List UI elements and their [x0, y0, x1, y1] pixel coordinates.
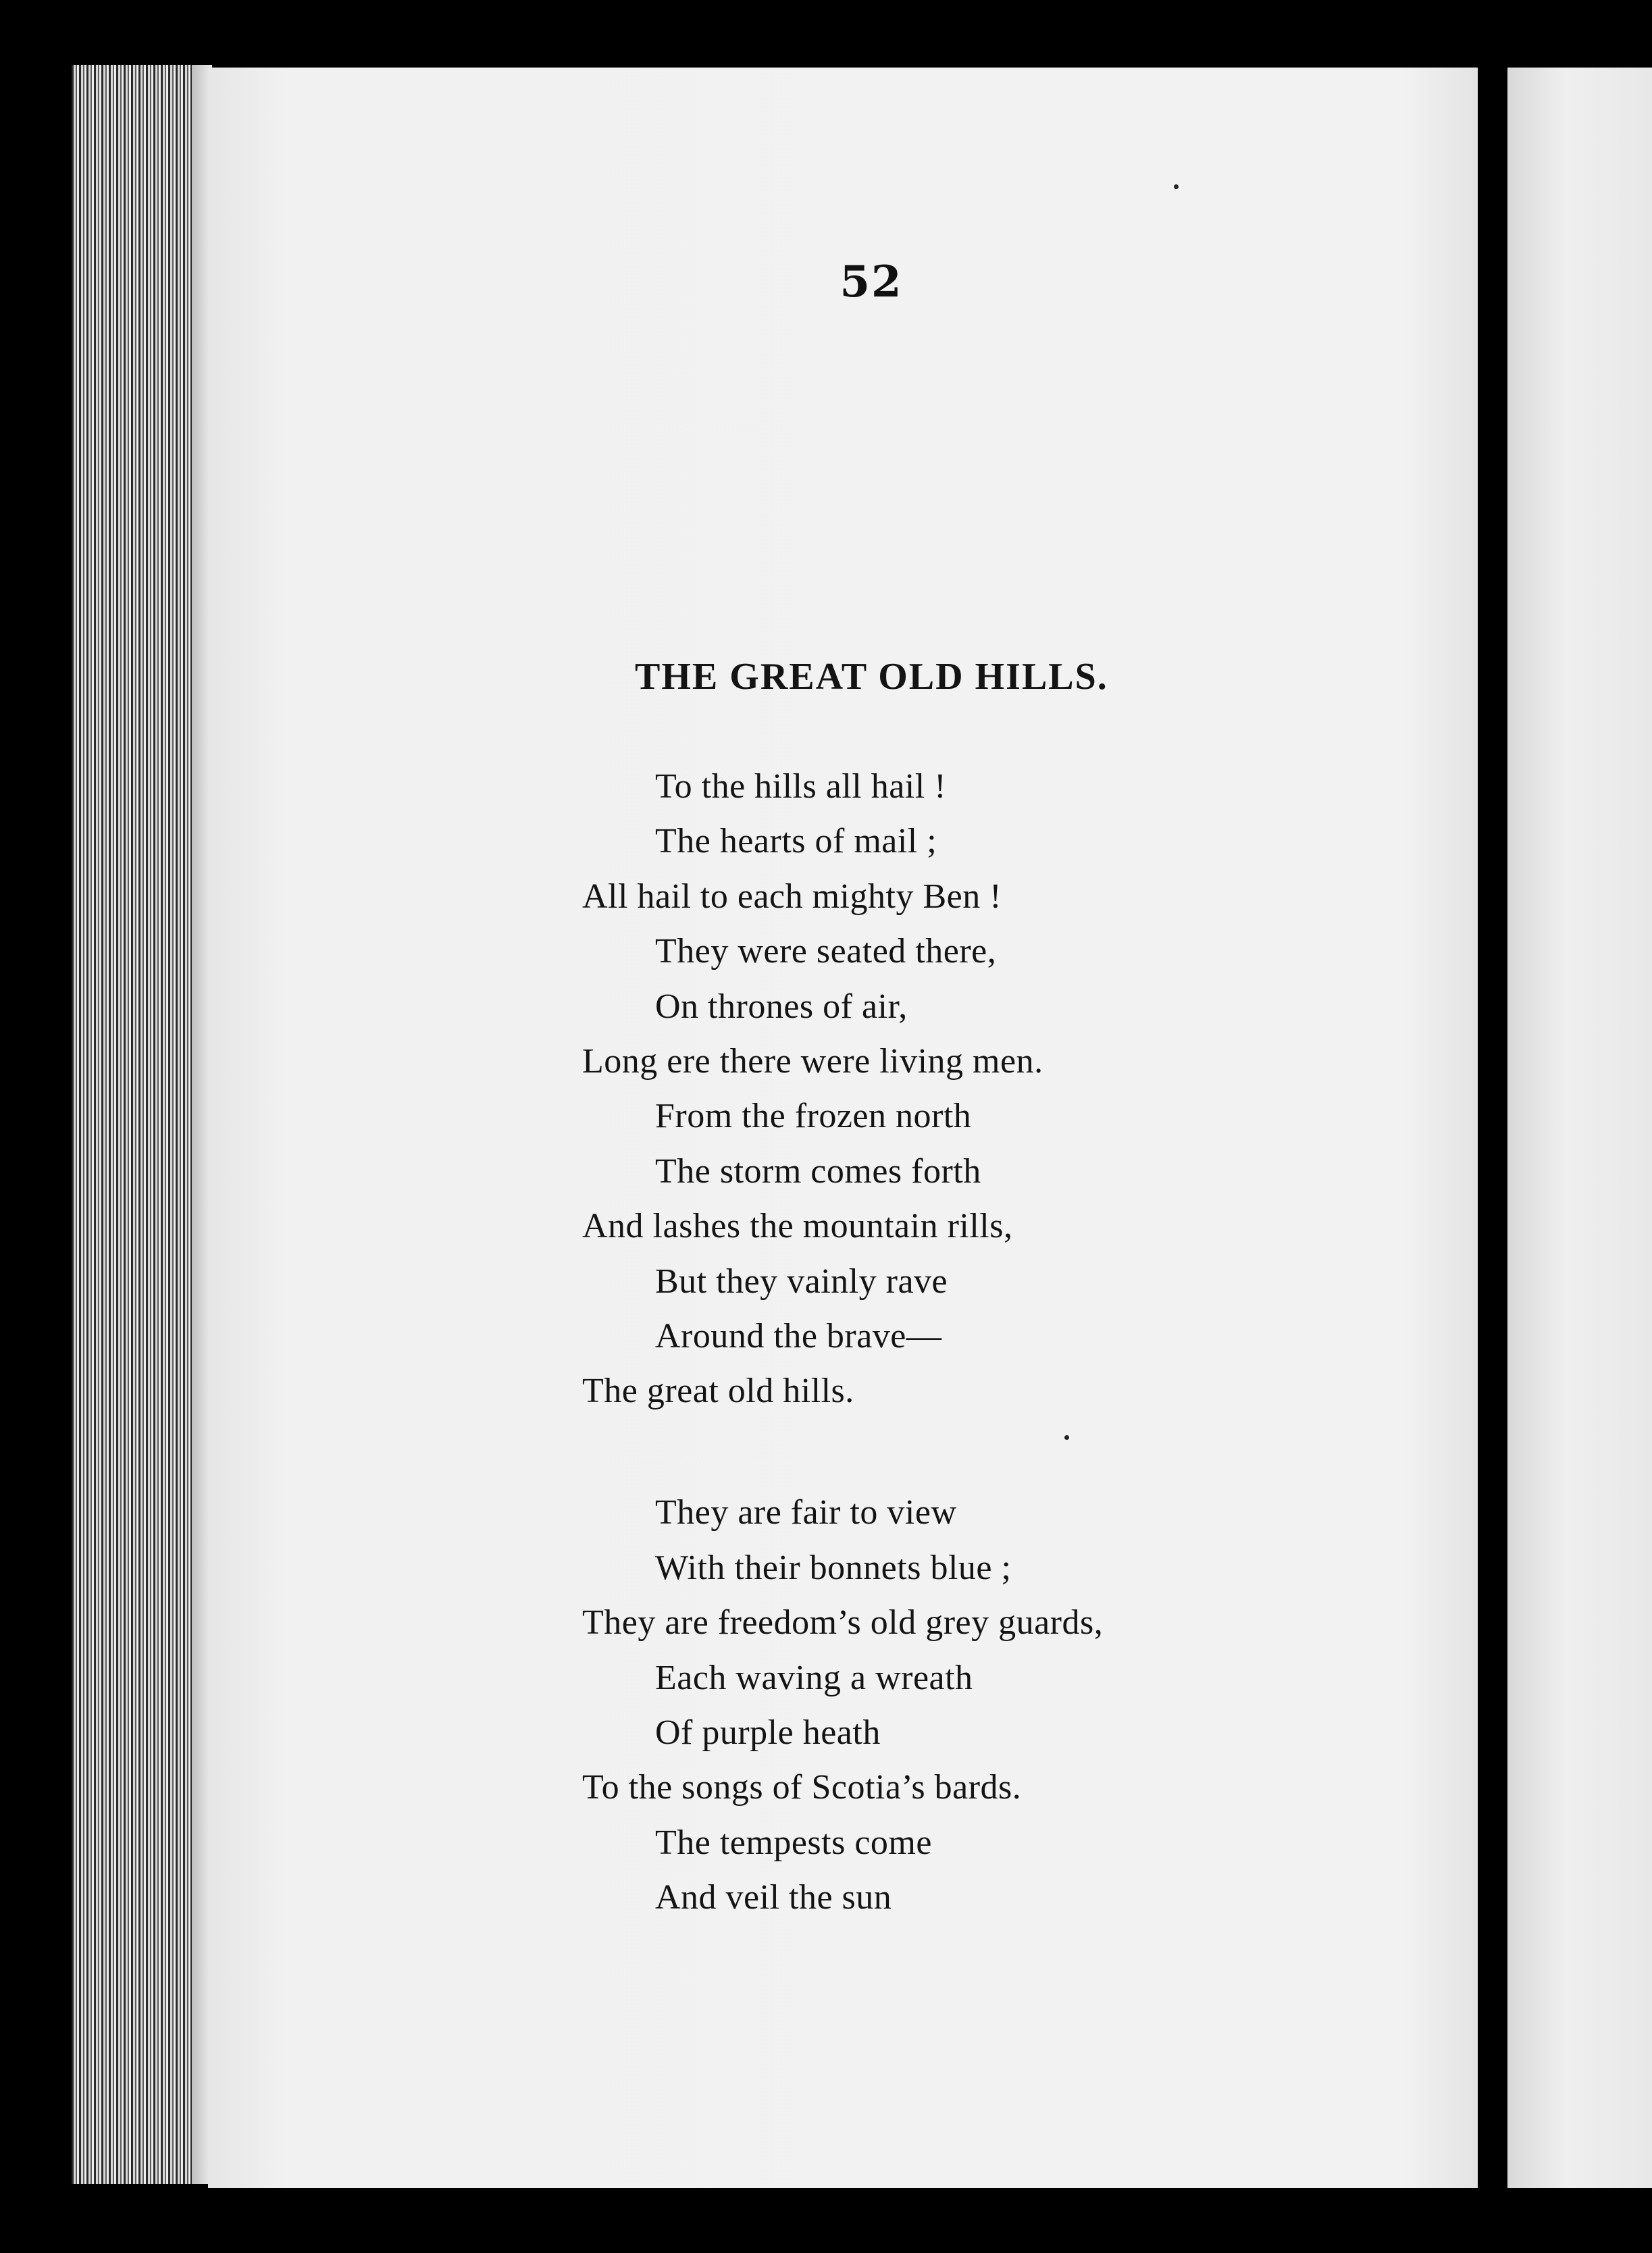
poem-line: Long ere there were living men. [582, 1042, 1043, 1081]
poem-line: Of purple heath [655, 1713, 881, 1752]
poem-line: They were seated there, [655, 932, 997, 970]
poem-line: And veil the sun [655, 1878, 892, 1917]
poem-line: But they vainly rave [655, 1262, 948, 1301]
poem-line: To the songs of Scotia’s bards. [582, 1768, 1022, 1807]
ink-speck [1174, 184, 1179, 189]
facing-page-edge [1507, 68, 1652, 2188]
poem-title: THE GREAT OLD HILLS. [635, 656, 1108, 698]
poem-line: The hearts of mail ; [655, 822, 937, 860]
poem-line: The great old hills. [582, 1372, 854, 1410]
poem-line: Each waving a wreath [655, 1659, 973, 1697]
page-edges [72, 65, 212, 2184]
poem-line: With their bonnets blue ; [655, 1549, 1012, 1587]
poem-line: On thrones of air, [655, 987, 908, 1026]
poem-line: To the hills all hail ! [655, 767, 947, 806]
poem-line: And lashes the mountain rills, [582, 1207, 1013, 1245]
poem-line: The storm comes forth [655, 1152, 981, 1191]
poem-line: They are fair to view [655, 1493, 957, 1532]
poem-line: From the frozen north [655, 1097, 972, 1135]
poem-line: They are freedom’s old grey guards, [582, 1603, 1104, 1642]
poem-line: The tempests come [655, 1823, 932, 1862]
ink-speck [1064, 1435, 1069, 1440]
poem-line: All hail to each mighty Ben ! [582, 877, 1002, 916]
page-number: 52 [840, 257, 903, 307]
poem-line: Around the brave— [655, 1317, 942, 1355]
